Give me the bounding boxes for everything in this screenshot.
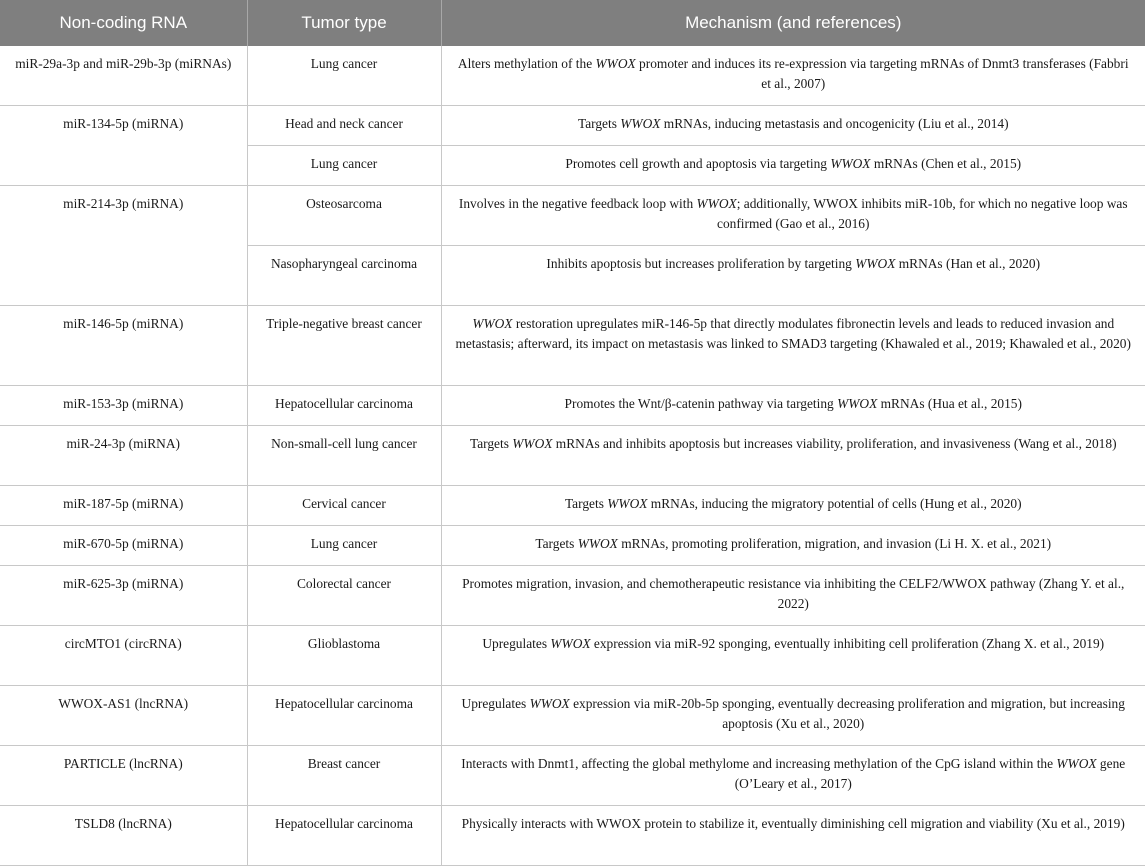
mechanism-cell: Promotes migration, invasion, and chemotherapeutic resistance via inhibiting the CELF2/WWOX pathway (Zhang Y. et al., 2022) — [441, 566, 1145, 626]
table-row — [0, 626, 1145, 686]
ncrna-cell: miR-134-5p (miRNA) — [0, 106, 247, 186]
tumor-cell: Hepatocellular carcinoma — [247, 386, 441, 426]
tumor-cell: Breast cancer — [247, 746, 441, 806]
tumor-cell: Hepatocellular carcinoma — [247, 686, 441, 746]
tumor-cell: Nasopharyngeal carcinoma — [247, 246, 441, 306]
ncrna-cell: miR-153-3p (miRNA) — [0, 386, 247, 426]
table-row — [0, 746, 1145, 806]
table-row — [0, 186, 1145, 246]
tumor-cell: Colorectal cancer — [247, 566, 441, 626]
table-row — [0, 46, 1145, 106]
tumor-cell: Lung cancer — [247, 526, 441, 566]
mechanism-cell: Promotes the Wnt/β-catenin pathway via targeting WWOX mRNAs (Hua et al., 2015) — [441, 386, 1145, 426]
header-mechanism: Mechanism (and references) — [441, 0, 1145, 46]
tumor-cell: Cervical cancer — [247, 486, 441, 526]
mechanism-cell: Promotes cell growth and apoptosis via targeting WWOX mRNAs (Chen et al., 2015) — [441, 146, 1145, 186]
mechanism-cell: Physically interacts with WWOX protein to stabilize it, eventually diminishing cell migration and viability (Xu et al., 2019) — [441, 806, 1145, 866]
header-ncrna: Non-coding RNA — [0, 0, 247, 46]
mechanism-cell: Targets WWOX mRNAs, inducing metastasis and oncogenicity (Liu et al., 2014) — [441, 106, 1145, 146]
table-row — [0, 306, 1145, 386]
ncrna-cell: miR-29a-3p and miR-29b-3p (miRNAs) — [0, 46, 247, 106]
table-row — [0, 526, 1145, 566]
mechanism-cell: Upregulates WWOX expression via miR-92 sponging, eventually inhibiting cell proliferation (Zhang X. et al., 2019) — [441, 626, 1145, 686]
mechanism-cell: Upregulates WWOX expression via miR-20b-5p sponging, eventually decreasing proliferation and migration, but increasing apoptosis (Xu et al., 2020) — [441, 686, 1145, 746]
ncrna-cell: TSLD8 (lncRNA) — [0, 806, 247, 866]
ncrna-cell: WWOX-AS1 (lncRNA) — [0, 686, 247, 746]
tumor-cell: Glioblastoma — [247, 626, 441, 686]
table-row — [0, 426, 1145, 486]
table-row — [0, 106, 1145, 146]
table-row — [0, 806, 1145, 866]
tumor-cell: Hepatocellular carcinoma — [247, 806, 441, 866]
mechanism-cell: Inhibits apoptosis but increases proliferation by targeting WWOX mRNAs (Han et al., 2020) — [441, 246, 1145, 306]
tumor-cell: Head and neck cancer — [247, 106, 441, 146]
tumor-cell: Lung cancer — [247, 46, 441, 106]
tumor-cell: Non-small-cell lung cancer — [247, 426, 441, 486]
tumor-cell: Triple-negative breast cancer — [247, 306, 441, 386]
ncrna-cell: circMTO1 (circRNA) — [0, 626, 247, 686]
ncrna-cell: miR-214-3p (miRNA) — [0, 186, 247, 306]
mechanism-cell: Targets WWOX mRNAs, inducing the migratory potential of cells (Hung et al., 2020) — [441, 486, 1145, 526]
tumor-cell: Osteosarcoma — [247, 186, 441, 246]
header-tumor-type: Tumor type — [247, 0, 441, 46]
table-row — [0, 386, 1145, 426]
table-row — [0, 566, 1145, 626]
ncrna-cell: miR-625-3p (miRNA) — [0, 566, 247, 626]
mechanism-cell: Targets WWOX mRNAs and inhibits apoptosis but increases viability, proliferation, and invasiveness (Wang et al., 2018) — [441, 426, 1145, 486]
mechanism-cell: Targets WWOX mRNAs, promoting proliferation, migration, and invasion (Li H. X. et al., 2021) — [441, 526, 1145, 566]
mechanism-cell: WWOX restoration upregulates miR-146-5p that directly modulates fibronectin levels and leads to reduced invasion and metastasis; afterward, its impact on metastasis was linked to SMAD3 targeting (Khawaled et al., 2019; Khawaled et al., 2020) — [441, 306, 1145, 386]
ncrna-cell: miR-146-5p (miRNA) — [0, 306, 247, 386]
table-row — [0, 686, 1145, 746]
mechanism-cell: Alters methylation of the WWOX promoter and induces its re-expression via targeting mRNAs of Dnmt3 transferases (Fabbri et al., 2007) — [441, 46, 1145, 106]
ncrna-cell: miR-24-3p (miRNA) — [0, 426, 247, 486]
header-row — [0, 0, 1145, 46]
ncrna-cell: miR-670-5p (miRNA) — [0, 526, 247, 566]
ncrna-cell: PARTICLE (lncRNA) — [0, 746, 247, 806]
ncrna-cell: miR-187-5p (miRNA) — [0, 486, 247, 526]
mechanism-cell: Involves in the negative feedback loop with WWOX; additionally, WWOX inhibits miR-10b, for which no negative loop was confirmed (Gao et al., 2016) — [441, 186, 1145, 246]
tumor-cell: Lung cancer — [247, 146, 441, 186]
table-row — [0, 486, 1145, 526]
mechanism-cell: Interacts with Dnmt1, affecting the global methylome and increasing methylation of the CpG island within the WWOX gene (O’Leary et al., 2017) — [441, 746, 1145, 806]
